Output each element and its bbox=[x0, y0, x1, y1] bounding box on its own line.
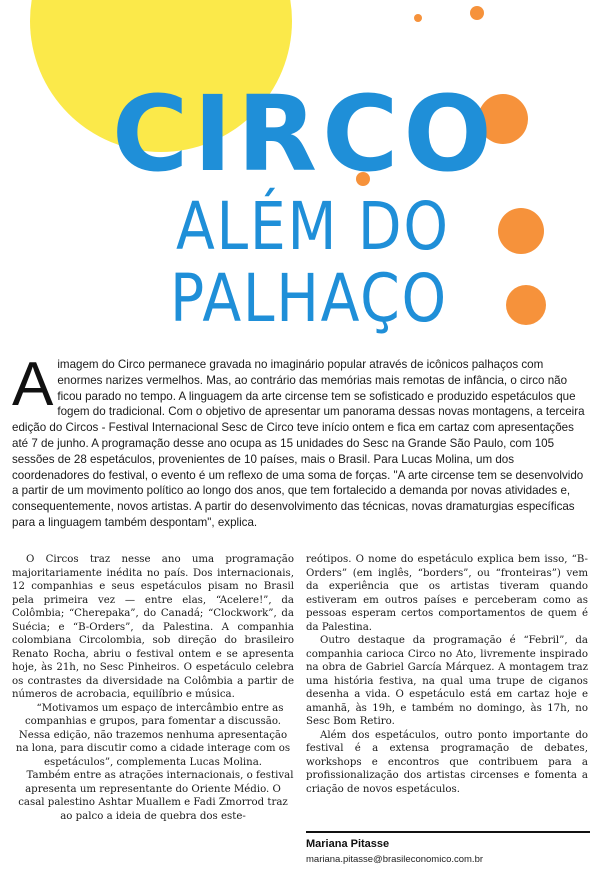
drop-cap: A bbox=[12, 350, 54, 419]
orange-dot bbox=[506, 285, 546, 325]
paragraph: Além dos espetáculos, outro ponto importante do festival é a extensa programação de debates, workshops e encontros que contribuem para a profissionalização dos artistas circenses e fomenta a criação de novos espetáculos. bbox=[306, 729, 588, 795]
headline-line-3: PALHAÇO bbox=[170, 260, 448, 337]
byline-email: mariana.pitasse@brasileconomico.com.br bbox=[306, 854, 484, 865]
headline-line-1: CIRCO bbox=[112, 73, 497, 195]
lede-text: imagem do Circo permanece gravada no imaginário popular através de icônicos palhaços com enormes narizes vermelhos. Mas, ao contrário das memórias mais remotas de infância, o circo não ficou parado no tempo. A linguagem da arte circense tem se sofisticado e produzido espetáculos que fogem do tradicional. Com o objetivo de apresentar um panorama dessas novas montagens, a terceira edição do Circos - Festival Internacional Sesc de Circo teve início ontem e fica em cartaz com apresentações até 7 de junho. A programação desse ano ocupa as 15 unidades do Sesc na Grande São Paulo, com 105 sessões de 28 espetáculos, provenientes de 10 países, mais o Brasil. Para Lucas Molina, um dos coordenadores do festival, o evento é um reflexo de uma soma de forças. "A arte circense tem se desenvolvido a partir de um movimento político ao longo dos anos, que tem fortalecido a demanda por novas atividades e, consequentemente, novos artistas. A partir do desenvolvimento das técnicas, novas dramaturgias específicas para a linguagem também despontam", explica. bbox=[12, 358, 585, 529]
paragraph: O Circos traz nesse ano uma programação majoritariamente inédita no país. Dos internacionais, 12 companhias e seus espetáculos pisam no Brasil pela primeira vez — entre elas, “Acelere!”, da Colômbia; “Cherepaka”, do Canadá; “Clockwork”, da Suécia; e “B-Orders”, da Palestina. A companhia colombiana Circolombia, sob direção do brasileiro Renato Rocha, abriu o festival ontem e se apresenta hoje, às 21h, no Sesc Pinheiros. O espetáculo celebra os contrastes da diversidade na Colômbia a partir de números de acrobacia, equilíbrio e música. bbox=[12, 554, 294, 700]
body-column-1 bbox=[12, 553, 294, 823]
orange-dot bbox=[470, 6, 484, 20]
byline-author: Mariana Pitasse bbox=[306, 838, 390, 850]
paragraph: reótipos. O nome do espetáculo explica bem isso, “B-Orders” (em inglês, “borders”, ou “fronteiras”) vem da experiência que os artistas tiveram quando estiveram em outros países e perceberam como as pessoas esperam certos comportamentos de quem é da Palestina. bbox=[306, 554, 588, 633]
quote-paragraph: “Motivamos um espaço de intercâmbio entre as companhias e grupos, para fomentar a discussão. Nessa edição, não trazemos nenhuma apresentação na lona, para discutir como a cidade interage com os espetáculos”, complementa Lucas Molina. bbox=[15, 702, 291, 768]
paragraph: Outro destaque da programação é “Febril”, da companhia carioca Circo no Ato, livremente inspirado na obra de Gabriel García Márquez. A montagem traz uma história festiva, na qual uma trupe de ciganos desenha a vida. O espetáculo está em cartaz hoje e amanhã, às 19h, e também no domingo, às 17h, no Sesc Bom Retiro. bbox=[306, 635, 588, 727]
orange-dot bbox=[414, 14, 422, 22]
headline-line-2: ALÉM DO bbox=[176, 188, 450, 265]
byline-divider bbox=[306, 831, 590, 833]
orange-dot bbox=[498, 208, 544, 254]
body-column-2 bbox=[306, 553, 588, 796]
paragraph: Também entre as atrações internacionais, o festival apresenta um representante do Oriente Médio. O casal palestino Ashtar Muallem e Fadi Zmorrod traz ao palco a ideia de quebra dos este- bbox=[18, 770, 294, 822]
lede-paragraph bbox=[12, 350, 590, 531]
